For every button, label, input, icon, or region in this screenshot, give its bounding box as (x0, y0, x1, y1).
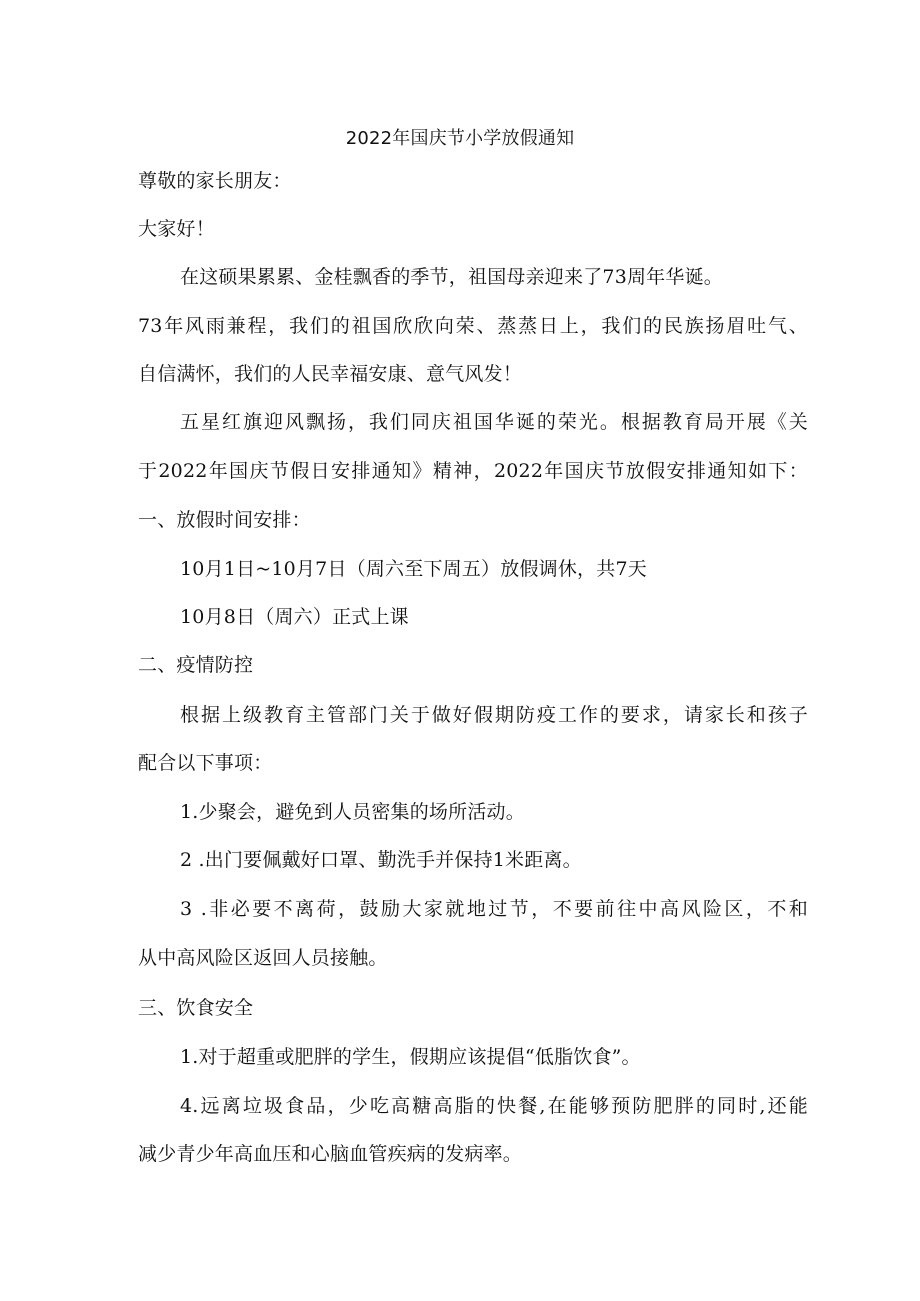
section3-item-4-line-2: 减少青少年高血压和心脑血管疾病的发病率。 (138, 1143, 523, 1165)
section3-heading: 三、饮食安全 (138, 997, 254, 1019)
document-title: 2022年国庆节小学放假通知 (345, 128, 575, 149)
section3-item-1: 1.对于超重或肥胖的学生，假期应该提倡“低脂饮食”。 (180, 1046, 641, 1068)
section2-item-3-line-1: 3 .非必要不离荷，鼓励大家就地过节，不要前往中高风险区，不和 (180, 898, 808, 920)
section3-item-4-line-1: 4.远离垃圾食品，少吃高糖高脂的快餐,在能够预防肥胖的同时,还能 (180, 1095, 808, 1117)
intro2-line-1: 五星红旗迎风飘扬，我们同庆祖国华诞的荣光。根据教育局开展《关 (180, 411, 808, 433)
greeting: 大家好！ (138, 218, 215, 240)
intro2-line-2: 于2022年国庆节假日安排通知》精神，2022年国庆节放假安排通知如下： (138, 460, 808, 482)
section2-item-1: 1.少聚会，避免到人员密集的场所活动。 (180, 801, 525, 823)
salutation: 尊敬的家长朋友： (138, 170, 292, 192)
intro-line-2: 73年风雨兼程，我们的祖国欣欣向荣、蒸蒸日上，我们的民族扬眉吐气、 (138, 315, 808, 337)
section1-heading: 一、放假时间安排： (138, 509, 311, 531)
section2-item-2: 2 .出门要佩戴好口罩、勤洗手并保持1米距离。 (180, 849, 582, 871)
section1-item-1: 10月1日~10月7日（周六至下周五）放假调休，共7天 (180, 558, 647, 580)
section1-item-2: 10月8日（周六）正式上课 (180, 606, 409, 628)
section2-heading: 二、疫情防控 (138, 654, 254, 676)
section2-intro-line-2: 配合以下事项： (138, 752, 273, 774)
section2-intro-line-1: 根据上级教育主管部门关于做好假期防疫工作的要求，请家长和孩子 (180, 704, 808, 726)
section2-item-3-line-2: 从中高风险区返回人员接触。 (138, 947, 388, 969)
intro-line-1: 在这硕果累累、金桂飘香的季节，祖国母亲迎来了73周年华诞。 (180, 266, 723, 288)
intro-line-3: 自信满怀，我们的人民幸福安康、意气风发！ (138, 363, 523, 385)
